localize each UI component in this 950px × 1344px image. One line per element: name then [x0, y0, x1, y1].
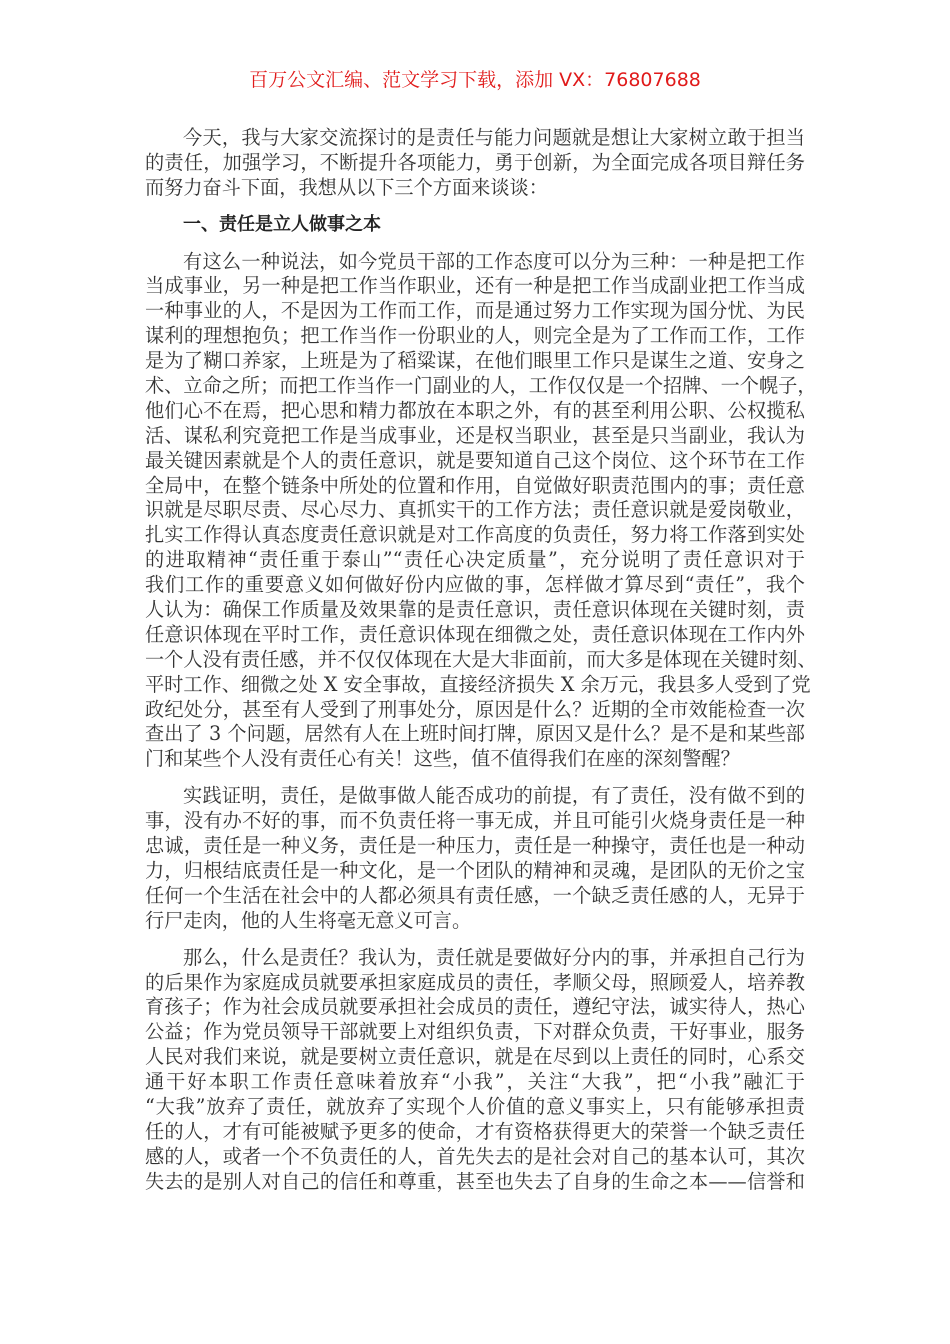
paragraph-line: 通干好本职工作责任意味着放弃“小我”，关注“大我”，把“小我”融汇于	[145, 1070, 805, 1094]
paragraph-line: 我们工作的重要意义如何做好份内应做的事，怎样做才算尽到“责任”，我个	[145, 573, 805, 597]
paragraph-line: 的进取精神“责任重于泰山”“责任心决定质量”，充分说明了责任意识对于	[145, 548, 805, 572]
paragraph-line: “大我”放弃了责任，就放弃了实现个人价值的意义事实上，只有能够承担责	[145, 1094, 805, 1118]
paragraph-line: 失去的是别人对自己的信任和尊重，甚至也失去了自身的生命之本——信誉和	[145, 1169, 805, 1193]
paragraph	[145, 249, 817, 773]
paragraph-line: 一个人没有责任感，并不仅仅体现在大是大非面前，而大多是体现在关键时刻、	[145, 647, 817, 671]
paragraph-line: 门和某些个人没有责任心有关！这些，值不值得我们在座的深刻警醒？	[145, 747, 740, 771]
section-heading: 一、责任是立人做事之本	[183, 213, 381, 235]
paragraph-line: 任何一个生活在社会中的人都必须具有责任感，一个缺乏责任感的人，无异于	[145, 883, 805, 907]
paragraph-line: 一种事业的人，不是因为工作而工作，而是通过努力工作实现为国分忧、为民	[145, 299, 805, 323]
paragraph-line: 的后果作为家庭成员就要承担家庭成员的责任，孝顺父母，照顾爱人，培养教	[145, 970, 805, 994]
paragraph-line: 当成事业，另一种是把工作当作职业，还有一种是把工作当成副业把工作当成	[145, 274, 805, 298]
paragraph	[145, 784, 805, 933]
paragraph-line: 力，归根结底责任是一种文化，是一个团队的精神和灵魂，是团队的无价之宝	[145, 858, 805, 882]
paragraph-line: 平时工作、细微之处 X 安全事故，直接经济损失 X 余万元，我县多人受到了党	[145, 672, 811, 696]
paragraph-line: 今天，我与大家交流探讨的是责任与能力问题就是想让大家树立敢于担当	[183, 126, 805, 149]
paragraph-line: 忠诚，责任是一种义务，责任是一种压力，责任是一种操守，责任也是一种动	[145, 834, 805, 858]
paragraph-line: 是为了糊口养家，上班是为了稻粱谋，在他们眼里工作只是谋生之道、安身之	[145, 349, 805, 373]
paragraph-line: 谋利的理想抱负；把工作当作一份职业的人，则完全是为了工作而工作，工作	[145, 324, 805, 348]
paragraph-line: 有这么一种说法，如今党员干部的工作态度可以分为三种：一种是把工作	[183, 249, 805, 273]
paragraph-line: 术、立命之所；而把工作当作一门副业的人，工作仅仅是一个招牌、一个幌子，	[145, 374, 817, 398]
paragraph-line: 而努力奋斗下面，我想从以下三个方面来谈谈：	[145, 175, 548, 199]
paragraph-line: 活、谋私利究竟把工作是当成事业，还是权当职业，甚至是只当副业，我认为	[145, 423, 805, 447]
document-body	[145, 126, 817, 1207]
paragraph-line: 他们心不在焉，把心思和精力都放在本职之外，有的甚至利用公职、公权揽私	[145, 398, 805, 422]
paragraph-line: 政纪处分，甚至有人受到了刑事处分，原因是什么？近期的全市效能检查一次	[145, 697, 805, 721]
paragraph-line: 识就是尽职尽责、尽心尽力、真抓实干的工作方法；责任意识就是爱岗敬业，	[145, 498, 805, 522]
paragraph-line: 最关键因素就是个人的责任意识，就是要知道自己这个岗位、这个环节在工作	[145, 448, 805, 472]
paragraph-line: 全局中，在整个链条中所处的位置和作用，自觉做好职责范围内的事；责任意	[145, 473, 805, 497]
paragraph-line: 事，没有办不好的事，而不负责任将一事无成，并且可能引火烧身责任是一种	[145, 809, 805, 833]
paragraph-line: 人认为：确保工作质量及效果靠的是责任意识，责任意识体现在关键时刻，责	[145, 598, 805, 622]
paragraph-line: 那么，什么是责任？我认为，责任就是要做好分内的事，并承担自己行为	[183, 945, 805, 969]
paragraph	[145, 946, 805, 1195]
paragraph	[145, 126, 805, 201]
paragraph-line: 感的人，或者一个不负责任的人，首先失去的是社会对自己的基本认可，其次	[145, 1144, 805, 1168]
paragraph-line: 育孩子；作为社会成员就要承担社会成员的责任，遵纪守法，诚实待人，热心	[145, 995, 805, 1019]
paragraph-line: 任意识体现在平时工作，责任意识体现在细微之处，责任意识体现在工作内外	[145, 622, 805, 646]
paragraph-line: 公益；作为党员领导干部就要上对组织负责，下对群众负责，干好事业，服务	[145, 1020, 805, 1044]
paragraph-line: 实践证明，责任，是做事做人能否成功的前提，有了责任，没有做不到的	[183, 784, 805, 808]
paragraph-line: 扎实工作得认真态度责任意识就是对工作高度的负责任，努力将工作落到实处	[145, 523, 805, 547]
paragraph-line: 查出了 3 个问题，居然有人在上班时间打牌，原因又是什么？是不是和某些部	[145, 722, 805, 746]
paragraph-line: 任的人，才有可能被赋予更多的使命，才有资格获得更大的荣誉一个缺乏责任	[145, 1119, 805, 1143]
download-banner: 百万公文汇编、范文学习下载，添加 VX：76807688	[249, 69, 701, 91]
paragraph-line: 行尸走肉，他的人生将毫无意义可言。	[145, 908, 472, 932]
paragraph-line: 人民对我们来说，就是要树立责任意识，就是在尽到以上责任的同时，心系交	[145, 1045, 805, 1069]
paragraph-line: 的责任，加强学习，不断提升各项能力，勇于创新，为全面完成各项目辩任务	[145, 150, 805, 174]
